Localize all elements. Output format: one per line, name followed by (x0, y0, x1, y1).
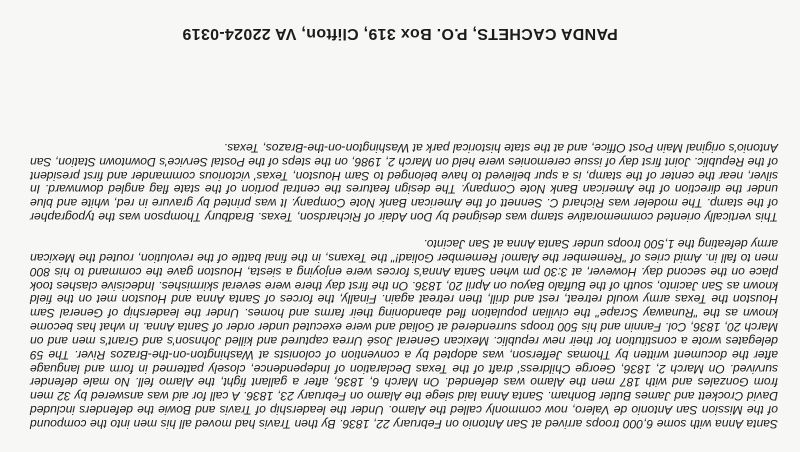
history-paragraph: Santa Anna with some 6,000 troops arrived at San Antonio on February 22, 1836. By then Travis had moved all his men into the compound of the Mission San Antonio de Valero, now commonly called the Alamo. Under the leadership of Travis and Bowie the defenders included David Crockett and James Butler Bonham. Santa Anna laid siege the Alamo on February 23, 1836. A call for aid was answered by 32 men from Gonzales and with 187 men the Alamo was defended. On March 6, 1836, after a gallant fight, the Alamo fell. No male defender survived. On March 2, 1836, George Childress' draft of the Texas Declaration of Independence, closely patterned in form and language after the document written by Thomas Jefferson, was adopted by a convention of colonists at Washington-on-the-Brazos River. The 59 delegates wrote a constitution for their new republic. Mexican General José Urrea captured and killed Johnson's and Grant's men and on March 20, 1836, Col. Fannin and his 500 troops surrendered at Goliad and were executed under order of Santa Anna. In what has become known as the "Runaway Scrape" the civilian population fled abandoning their farms and homes. Under the leadership of General Sam Houston the Texas army would retreat, rest and drill, then retreat again. Finally, the forces of Santa Anna and Houston met on the field known as San Jacinto, south of the Buffalo Bayou on April 20, 1836. On the first day there were several skirmishes. Indecisive clashes took place on the second day. However, at 3:30 pm when Santa Anna's forces were enjoying a siesta, Houston gave the command to his 800 men to fall in. Amid cries of "Remember the Alamo! Remember Goliad!" the Texans, in the final battle of the revolution, routed the Mexican army defeating the 1,500 troops under Santa Anna at San Jacinto. (30, 237, 778, 431)
publisher-footer: PANDA CACHETS, P.O. Box 319, Clifton, VA 22024-0319 (182, 25, 618, 42)
stamp-description-paragraph: This vertically oriented commemorative stamp was designed by Don Adair of Richardson, Texas. Bradbury Thompson was the typographer of the stamp. The modeler was Richard C. Sennett of the American Bank Note Company. It was printed by gravure in red, white and blue under the direction of the American Bank Note Company. The design features the central portion of the state flag angled downward. In silver, near the center of the stamp, is a spur believed to have belonged to Sam Houston, Texas' victorious commander and first president of the Republic. Joint first day of issue ceremonies were held on March 2, 1986, on the steps of the Postal Service's Downtown Station, San Antonio's original Main Post Office, and at the state historical park at Washington-on-the-Brazos, Texas. (30, 140, 778, 225)
history-text (30, 140, 778, 430)
